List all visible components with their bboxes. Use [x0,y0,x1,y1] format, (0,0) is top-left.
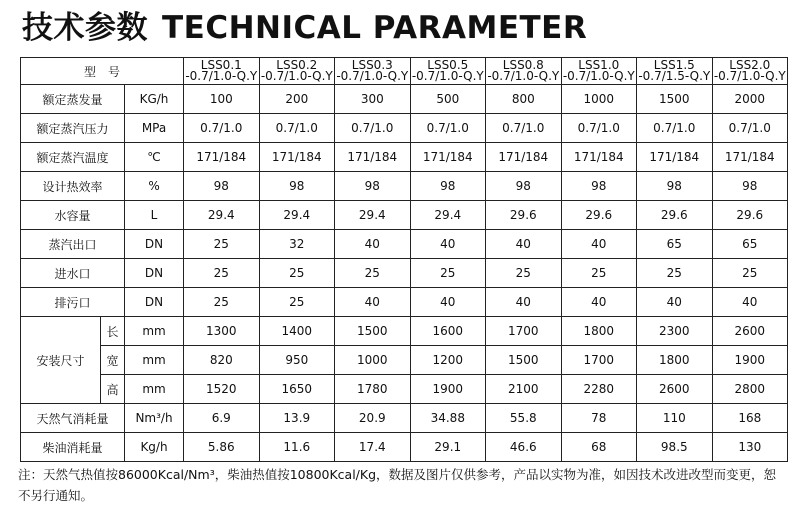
model-cell: LSS1.5 -0.7/1.5-Q.Y [638,58,711,83]
value-cell: 200 [259,85,335,114]
model-cell: LSS0.1 -0.7/1.0-Q.Y [185,58,258,83]
model-header-row [21,58,788,85]
value-cell: 1300 [184,317,260,346]
value-cell: 25 [712,259,788,288]
value-cell: 1400 [259,317,335,346]
row-unit: mm [125,375,184,404]
value-cell: 98 [410,172,486,201]
parameter-row [21,143,788,172]
model-cell: LSS0.3 -0.7/1.0-Q.Y [336,58,409,83]
value-cell: 29.4 [410,201,486,230]
value-cell: 2600 [712,317,788,346]
row-label: 水容量 [21,201,125,230]
install-size-row [21,346,788,375]
value-cell: 29.6 [561,201,637,230]
value-cell: 171/184 [637,143,713,172]
value-cell: 40 [486,230,562,259]
row-label: 额定蒸汽压力 [21,114,125,143]
row-unit: DN [125,230,184,259]
row-unit: ℃ [125,143,184,172]
value-cell: 2600 [637,375,713,404]
value-cell: 20.9 [335,404,411,433]
row-unit: L [125,201,184,230]
value-cell: 171/184 [410,143,486,172]
row-unit: DN [125,259,184,288]
parameter-row [21,85,788,114]
value-cell: 1780 [335,375,411,404]
value-cell: 78 [561,404,637,433]
parameter-row [21,230,788,259]
value-cell: 98 [335,172,411,201]
value-cell: 17.4 [335,433,411,462]
value-cell: 0.7/1.0 [259,114,335,143]
value-cell: 98 [486,172,562,201]
value-cell: 68 [561,433,637,462]
value-cell: 29.6 [637,201,713,230]
parameter-row [21,259,788,288]
value-cell: 40 [335,230,411,259]
value-cell: 0.7/1.0 [335,114,411,143]
value-cell: 11.6 [259,433,335,462]
value-cell: 130 [712,433,788,462]
value-cell: 1650 [259,375,335,404]
consumption-row [21,404,788,433]
value-cell: 2100 [486,375,562,404]
value-cell: 55.8 [486,404,562,433]
value-cell: 1000 [335,346,411,375]
value-cell: 13.9 [259,404,335,433]
value-cell: 171/184 [335,143,411,172]
row-label: 进水口 [21,259,125,288]
model-cell: LSS0.2 -0.7/1.0-Q.Y [260,58,333,83]
value-cell: 0.7/1.0 [486,114,562,143]
value-cell: 34.88 [410,404,486,433]
parameter-row [21,114,788,143]
row-unit: mm [125,317,184,346]
value-cell: 2800 [712,375,788,404]
value-cell: 98.5 [637,433,713,462]
row-unit: KG/h [125,85,184,114]
parameter-rows [21,85,788,462]
value-cell: 40 [486,288,562,317]
model-cell: LSS0.8 -0.7/1.0-Q.Y [487,58,560,83]
value-cell: 1500 [637,85,713,114]
value-cell: 500 [410,85,486,114]
value-cell: 29.4 [335,201,411,230]
value-cell: 65 [712,230,788,259]
value-cell: 1900 [410,375,486,404]
value-cell: 29.4 [259,201,335,230]
row-unit: Kg/h [125,433,184,462]
row-label: 排污口 [21,288,125,317]
value-cell: 1000 [561,85,637,114]
value-cell: 98 [637,172,713,201]
value-cell: 29.1 [410,433,486,462]
value-cell: 40 [335,288,411,317]
value-cell: 46.6 [486,433,562,462]
value-cell: 40 [410,288,486,317]
parameter-row [21,201,788,230]
value-cell: 1200 [410,346,486,375]
install-dimension-label: 长 [101,317,125,346]
value-cell: 25 [335,259,411,288]
value-cell: 1500 [486,346,562,375]
value-cell: 40 [561,230,637,259]
value-cell: 40 [637,288,713,317]
technical-parameter-table [20,57,788,462]
value-cell: 0.7/1.0 [637,114,713,143]
value-cell: 25 [259,288,335,317]
value-cell: 171/184 [712,143,788,172]
value-cell: 98 [184,172,260,201]
value-cell: 40 [712,288,788,317]
install-size-label: 安装尺寸 [21,317,101,404]
row-unit: Nm³/h [125,404,184,433]
value-cell: 1900 [712,346,788,375]
row-label: 天然气消耗量 [21,404,125,433]
value-cell: 40 [561,288,637,317]
install-size-row [21,375,788,404]
value-cell: 171/184 [561,143,637,172]
value-cell: 1800 [637,346,713,375]
value-cell: 29.6 [486,201,562,230]
value-cell: 40 [410,230,486,259]
value-cell: 0.7/1.0 [712,114,788,143]
value-cell: 5.86 [184,433,260,462]
value-cell: 1500 [335,317,411,346]
parameter-row [21,288,788,317]
footnote: 注：天然气热值按86000Kcal/Nm³，柴油热值按10800Kcal/Kg，数据及图片仅供参考，产品以实物为准，如因技术改进改型而变更，恕不另行通知。 [18,467,777,503]
value-cell: 25 [184,259,260,288]
value-cell: 950 [259,346,335,375]
model-header-label: 型 号 [21,58,184,85]
value-cell: 98 [712,172,788,201]
value-cell: 2300 [637,317,713,346]
value-cell: 1700 [486,317,562,346]
row-label: 蒸汽出口 [21,230,125,259]
value-cell: 32 [259,230,335,259]
value-cell: 1700 [561,346,637,375]
value-cell: 1800 [561,317,637,346]
value-cell: 820 [184,346,260,375]
value-cell: 98 [561,172,637,201]
value-cell: 6.9 [184,404,260,433]
value-cell: 0.7/1.0 [561,114,637,143]
value-cell: 0.7/1.0 [410,114,486,143]
row-unit: % [125,172,184,201]
value-cell: 25 [410,259,486,288]
row-unit: DN [125,288,184,317]
title-zh: 技术参数 [22,10,148,46]
parameter-row [21,172,788,201]
value-cell: 65 [637,230,713,259]
value-cell: 25 [184,230,260,259]
model-cell: LSS1.0 -0.7/1.0-Q.Y [562,58,635,83]
value-cell: 25 [184,288,260,317]
value-cell: 25 [637,259,713,288]
value-cell: 1600 [410,317,486,346]
value-cell: 300 [335,85,411,114]
title-en: TECHNICAL PARAMETER [162,10,588,46]
install-dimension-label: 宽 [101,346,125,375]
model-cell: LSS2.0 -0.7/1.0-Q.Y [713,58,786,83]
install-size-row [21,317,788,346]
page-title [22,6,587,50]
value-cell: 110 [637,404,713,433]
value-cell: 98 [259,172,335,201]
value-cell: 25 [486,259,562,288]
row-unit: mm [125,346,184,375]
value-cell: 171/184 [184,143,260,172]
value-cell: 2000 [712,85,788,114]
value-cell: 25 [561,259,637,288]
value-cell: 25 [259,259,335,288]
consumption-row [21,433,788,462]
value-cell: 800 [486,85,562,114]
value-cell: 2280 [561,375,637,404]
value-cell: 29.4 [184,201,260,230]
row-label: 额定蒸汽温度 [21,143,125,172]
row-label: 柴油消耗量 [21,433,125,462]
row-label: 设计热效率 [21,172,125,201]
value-cell: 29.6 [712,201,788,230]
install-dimension-label: 高 [101,375,125,404]
model-cell: LSS0.5 -0.7/1.0-Q.Y [411,58,484,83]
value-cell: 171/184 [259,143,335,172]
value-cell: 1520 [184,375,260,404]
value-cell: 100 [184,85,260,114]
value-cell: 168 [712,404,788,433]
value-cell: 171/184 [486,143,562,172]
value-cell: 0.7/1.0 [184,114,260,143]
row-unit: MPa [125,114,184,143]
row-label: 额定蒸发量 [21,85,125,114]
